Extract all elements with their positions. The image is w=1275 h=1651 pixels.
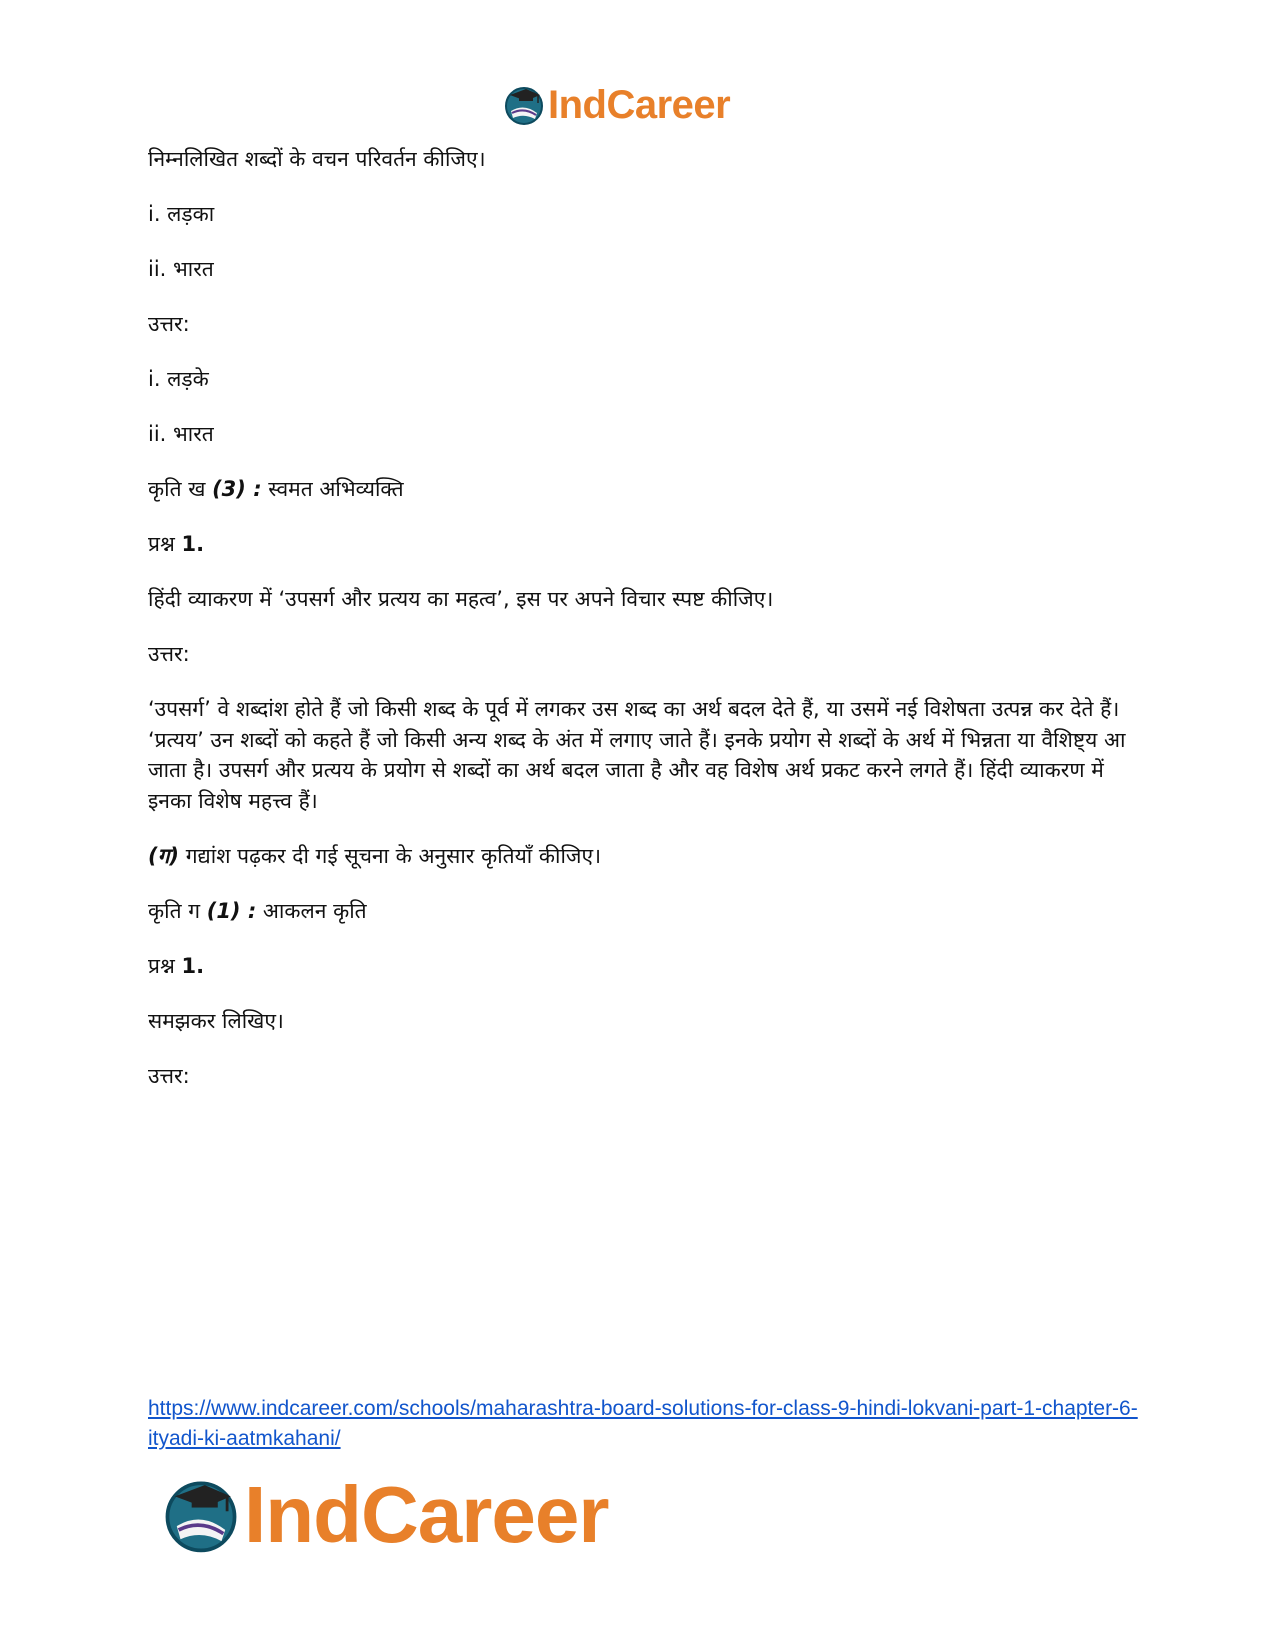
instruction-text: निम्नलिखित शब्दों के वचन परिवर्तन कीजिए। <box>148 147 486 171</box>
answer-label: उत्तर: <box>148 312 190 336</box>
kriti-g-number: (1) : <box>206 899 257 923</box>
logo-text: IndCareer <box>244 1470 609 1559</box>
question-heading <box>148 529 1128 559</box>
section-g-text: गद्यांश पढ़कर दी गई सूचना के अनुसार कृतियाँ कीजिए। <box>179 844 602 868</box>
source-url-link[interactable]: https://www.indcareer.com/schools/maharashtra-board-solutions-for-class-9-hindi-lokvani-part-1-chapter-6-ityadi-ki-aatmkahani/ <box>148 1397 1138 1450</box>
answer-item-2: ii. भारत <box>148 422 214 446</box>
question-item-1: i. लड़का <box>148 202 215 226</box>
question-word: प्रश्न <box>148 532 182 556</box>
question-number: 1. <box>181 954 205 978</box>
kriti-g-heading <box>148 896 1128 926</box>
logo-text: IndCareer <box>548 82 731 127</box>
kriti-kh-number: (3) : <box>212 477 262 501</box>
footer-logo <box>160 1470 608 1560</box>
answer-item-1: i. लड़के <box>148 367 209 391</box>
question-text: हिंदी व्याकरण में ‘उपसर्ग और प्रत्यय का महत्व’, इस पर अपने विचार स्पष्ट कीजिए। <box>148 587 774 611</box>
kriti-g-suffix: आकलन कृति <box>256 899 367 923</box>
question-item-2: ii. भारत <box>148 257 214 281</box>
header-logo <box>502 80 730 130</box>
kriti-kh-suffix: स्वमत अभिव्यक्ति <box>261 477 404 501</box>
question-heading <box>148 951 1128 981</box>
document-body <box>148 144 1128 1116</box>
question-text: समझकर लिखिए। <box>148 1009 284 1033</box>
graduation-globe-icon <box>502 83 546 127</box>
kriti-kh-prefix: कृति ख <box>148 477 213 501</box>
answer-label: उत्तर: <box>148 642 190 666</box>
section-g-heading <box>148 841 1128 871</box>
question-word: प्रश्न <box>148 954 182 978</box>
answer-label: उत्तर: <box>148 1064 190 1088</box>
kriti-kh-heading <box>148 474 1128 504</box>
answer-paragraph: ‘उपसर्ग’ वे शब्दांश होते हैं जो किसी शब्द के पूर्व में लगकर उस शब्द का अर्थ बदल देते हैं, या उसमें नई विशेषता उत्पन्न कर देते हैं। ‘प्रत्यय’ उन शब्दों को कहते हैं जो किसी अन्य शब्द के अंत में लगाए जाते हैं। इनके प्रयोग से शब्दों के अर्थ में भिन्नता या वैशिष्ट्य आ जाता है। उपसर्ग और प्रत्यय के प्रयोग से शब्दों का अर्थ बदल जाता है और वह विशेष अर्थ प्रकट करने लगते हैं। हिंदी व्याकरण में इनका विशेष महत्त्व हैं। <box>148 697 1126 813</box>
question-number: 1. <box>181 532 205 556</box>
graduation-globe-icon <box>160 1474 242 1556</box>
section-g-marker: (ग) <box>148 844 180 868</box>
kriti-g-prefix: कृति ग <box>148 899 207 923</box>
